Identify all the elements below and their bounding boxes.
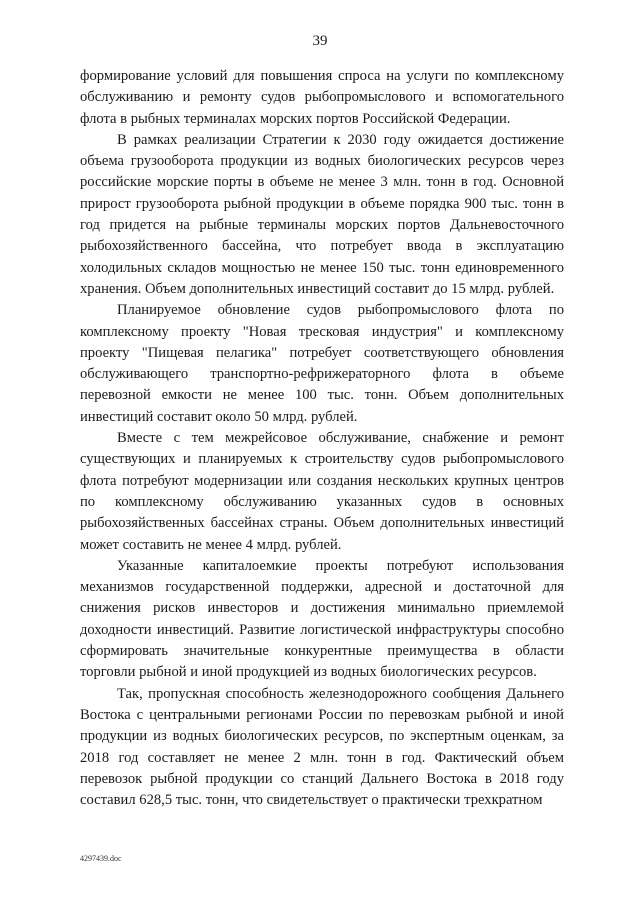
paragraph-fleet-renewal: Планируемое обновление судов рыбопромыслового флота по комплексному проекту "Новая тресковая индустрия" и комплексному проекту "Пищевая пелагика" потребует соответствующего обновления обслуживающего транспортно-рефрижераторного флота в объеме перевозной емкости не менее 100 тыс. тонн. Объем дополнительных инвестиций составит около 50 млрд. рублей. [80, 302, 564, 425]
page-number: 39 [312, 33, 328, 49]
paragraph-state-support: Указанные капиталоемкие проекты потребуют использования механизмов государственной поддержки, адресной и достаточной для снижения рисков инвесторов и достижения минимально приемлемой доходности инвестиций. Развитие логистической инфраструктуры способно сформировать значительные конкурентные преимущества в области торговли рыбной и иной продукцией из водных биологических ресурсов. [80, 557, 564, 681]
paragraph-cargo-turnover: В рамках реализации Стратегии к 2030 году ожидается достижение объема грузооборота продукции из водных биологических ресурсов через российские морские порты в объеме не менее 3 млн. тонн в год. Основной прирост грузооборота рыбной продукции в объеме порядка 900 тыс. тонн в год придется на рыбные терминалы морских портов Дальневосточного рыбохозяйственного бассейна, что потребует ввода в эксплуатацию холодильных складов мощностью не менее 150 тыс. тонн единовременного хранения. Объем дополнительных инвестиций составит до 15 млрд. рублей. [80, 131, 564, 297]
paragraph-service-centers: Вместе с тем межрейсовое обслуживание, снабжение и ремонт существующих и планируемых к строительству судов рыбопромыслового флота потребуют модернизации или создания нескольких крупных центров по комплексному обслуживанию указанных судов в основных рыбохозяйственных бассейнах страны. Объем дополнительных инвестиций может составить не менее 4 млрд. рублей. [80, 430, 564, 553]
paragraph-continuation: формирование условий для повышения спроса на услуги по комплексному обслуживанию и ремонту судов рыбопромыслового и вспомогательного флота в рыбных терминалах морских портов Российской Федерации. [80, 68, 564, 127]
document-body [80, 66, 564, 811]
document-file-code: 4297439.doc [80, 854, 122, 863]
paragraph-railway-capacity: Так, пропускная способность железнодорожного сообщения Дальнего Востока с центральными регионами России по перевозкам рыбной и иной продукции из водных биологических ресурсов, по экспертным оценкам, за 2018 год составляет не менее 2 млн. тонн в год. Фактический объем перевозок рыбной продукции со станций Дальнего Востока в 2018 году составил 628,5 тыс. тонн, что свидетельствует о практически трехкратном [80, 685, 564, 809]
